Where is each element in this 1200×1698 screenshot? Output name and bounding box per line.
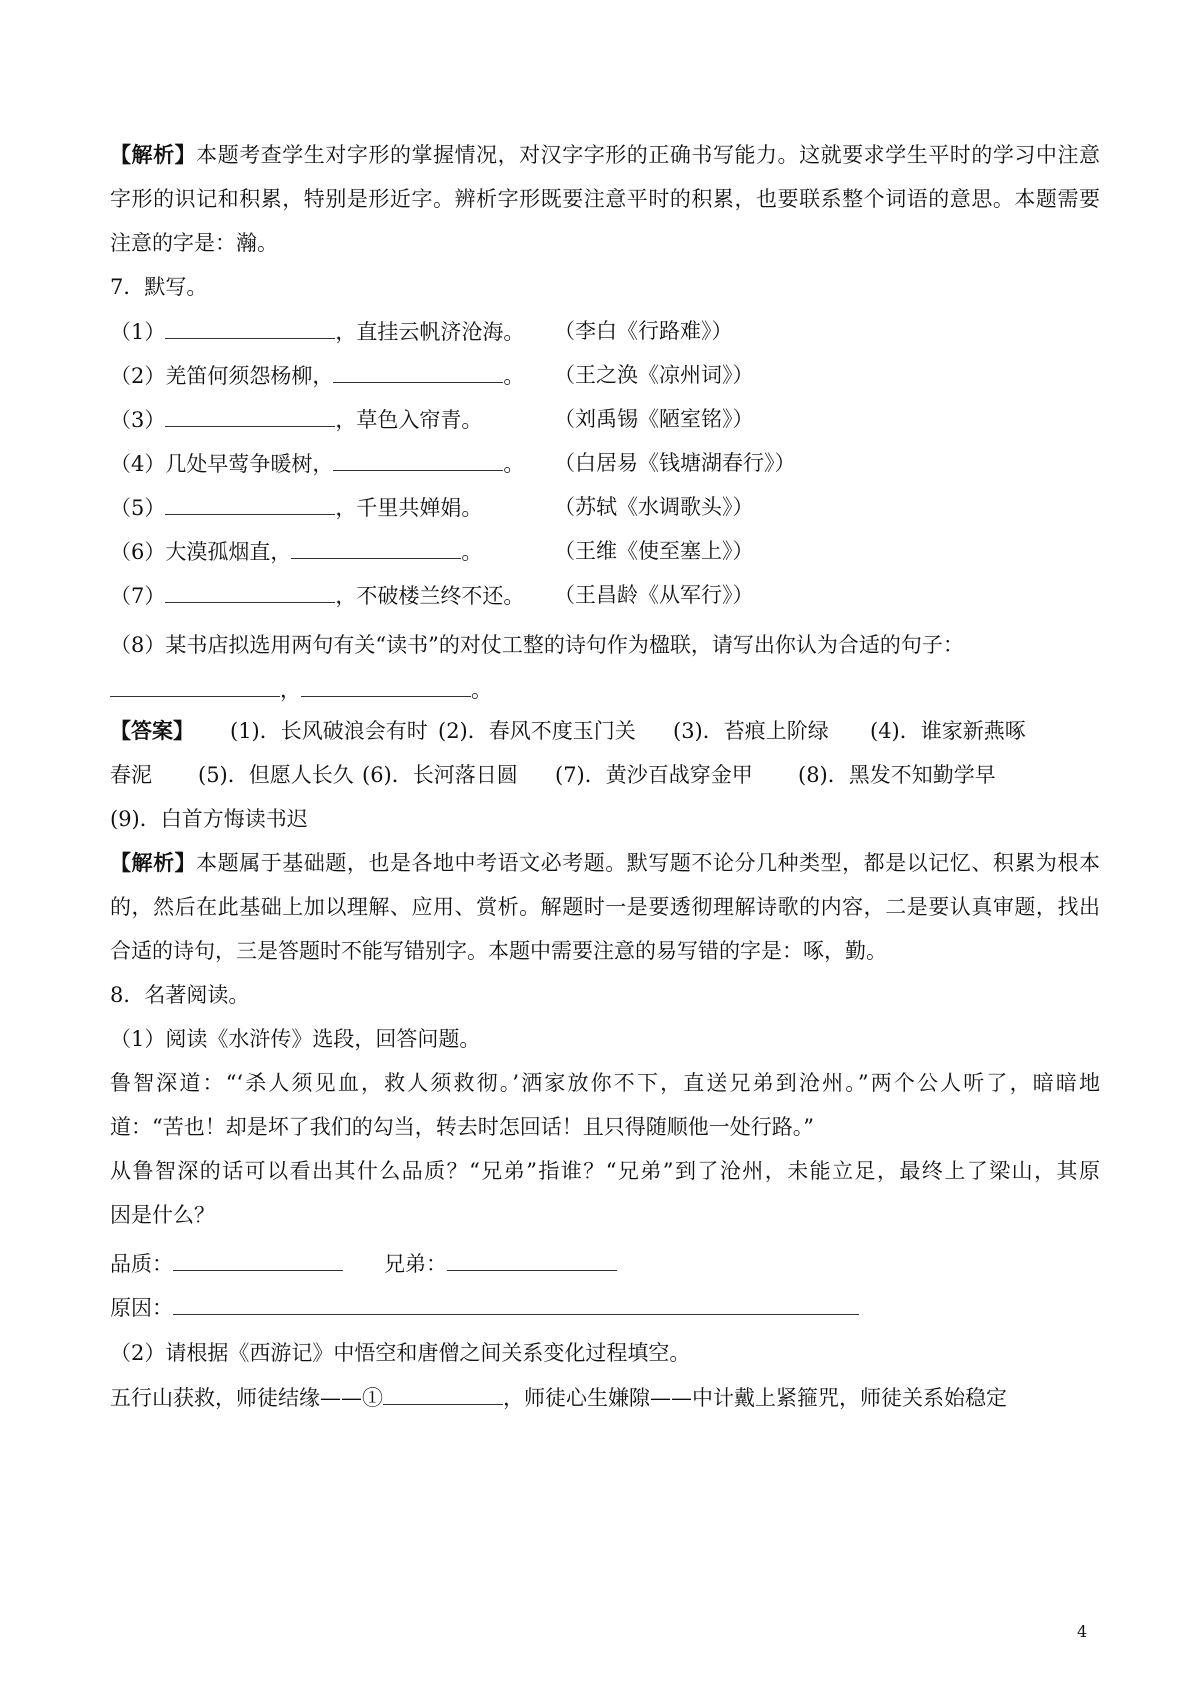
item-number: （6） [110, 540, 166, 564]
fill-pre: 五行山获救，师徒结缘——① [110, 1386, 383, 1410]
page-number: 4 [1077, 1622, 1088, 1641]
dictation-item [110, 448, 1100, 479]
dictation-item [110, 536, 1100, 567]
fill-line [110, 1382, 1100, 1413]
item-source: （白居易《钱塘湖春行》） [554, 451, 796, 475]
analysis-line [110, 140, 1100, 170]
answer-tag: 【答案】 [110, 718, 194, 743]
item-number: （3） [110, 408, 166, 432]
analysis-tag: 【解析】 [110, 850, 197, 875]
dictation-item [110, 492, 1100, 523]
item-post: 。 [503, 364, 525, 388]
item-number: （5） [110, 496, 166, 520]
answer-item: (6)．长河落日圆 [362, 763, 518, 787]
question-line: 从鲁智深的话可以看出其什么品质？“兄弟”指谁？“兄弟”到了沧州，未能立足，最终上了梁山，其原 [110, 1159, 1100, 1183]
period: 。 [471, 678, 492, 702]
item-pre: 羌笛何须怨杨柳， [165, 364, 334, 388]
fill-post: ，师徒心生嫌隙——中计戴上紧箍咒，师徒关系始稳定 [503, 1386, 1007, 1410]
question-title: 8．名著阅读。 [110, 983, 250, 1007]
analysis-line: 字形的识记和积累，特别是形近字。辨析字形既要注意平时的积累，也要联系整个词语的意思。本题需要 [110, 187, 1100, 211]
dictation-item-8-blanks [110, 674, 1100, 705]
dictation-item [110, 580, 1100, 611]
item-pre: 大漠孤烟直， [165, 540, 292, 564]
answer-item: (7)．黄沙百战穿金甲 [555, 763, 753, 787]
fill-line [110, 1292, 1100, 1323]
analysis-line: 的，然后在此基础上加以理解、应用、赏析。解题时一是要透彻理解诗歌的内容，二是要认真审题，找出 [110, 895, 1100, 919]
sub-question: （2）请根据《西游记》中悟空和唐僧之间关系变化过程填空。 [110, 1341, 691, 1365]
answer-item: (2)．春风不度玉门关 [438, 719, 636, 743]
answer-blank[interactable] [291, 536, 461, 559]
dictation-item-8: （8）某书店拟选用两句有关“读书”的对仗工整的诗句作为楹联，请写出你认为合适的句子： [110, 633, 964, 657]
fill-line [110, 1248, 1100, 1279]
analysis-text: 本题属于基础题，也是各地中考语文必考题。默写题不论分几种类型，都是以记忆、积累为根本 [196, 851, 1101, 875]
answer-item: (8)．黑发不知勤学早 [798, 763, 996, 787]
quality-blank[interactable] [173, 1248, 343, 1271]
item-number: （1） [110, 320, 166, 344]
item-source: （李白《行路难》） [554, 319, 733, 343]
item-post: ，直挂云帆济沧海。 [335, 320, 525, 344]
question-line: 因是什么？ [110, 1203, 215, 1227]
item-source: （苏轼《水调歌头》） [554, 495, 754, 519]
answer-blank[interactable] [333, 448, 503, 471]
answer-blank[interactable] [301, 674, 471, 697]
item-post: ，不破楼兰终不还。 [335, 584, 525, 608]
comma: ， [280, 678, 301, 702]
passage-line: 鲁智深道：“‘杀人须见血，救人须救彻。’洒家放你不下，直送兄弟到沧州。”两个公人听了，暗暗地 [110, 1071, 1100, 1095]
analysis-line: 注意的字是：瀚。 [110, 231, 278, 255]
answer-blank[interactable] [165, 404, 335, 427]
fill-blank-1[interactable] [383, 1382, 503, 1405]
reason-label: 原因： [110, 1296, 173, 1320]
passage-line: 道：“苦也！却是坏了我们的勾当，转去时怎回话！且只得随顺他一处行路。” [110, 1115, 814, 1139]
item-source: （刘禹锡《陋室铭》） [554, 407, 754, 431]
brother-label: 兄弟： [384, 1252, 447, 1276]
item-post: 。 [503, 452, 525, 476]
answer-line: (9)．白首方悔读书迟 [110, 807, 308, 831]
analysis-line [110, 848, 1100, 878]
answer-blank[interactable] [165, 580, 335, 603]
analysis-tag: 【解析】 [110, 142, 197, 167]
answer-item: (3)．苔痕上阶绿 [673, 719, 829, 743]
dictation-item [110, 316, 1100, 347]
item-source: （王维《使至塞上》） [554, 539, 754, 563]
answer-blank[interactable] [110, 674, 280, 697]
brother-blank[interactable] [447, 1248, 617, 1271]
item-post: ，千里共婵娟。 [335, 496, 483, 520]
answer-line [110, 716, 1100, 746]
answer-item: (1)．长风破浪会有时 [230, 719, 428, 743]
item-number: （7） [110, 584, 166, 608]
question-title: 7．默写。 [110, 275, 208, 299]
item-source: （王之涣《凉州词》） [554, 363, 754, 387]
answer-item: (4)．谁家新燕啄 [870, 719, 1026, 743]
dictation-item [110, 404, 1100, 435]
reason-blank[interactable] [173, 1292, 859, 1315]
answer-blank[interactable] [165, 492, 335, 515]
sub-question: （1）阅读《水浒传》选段，回答问题。 [110, 1027, 481, 1051]
analysis-text: 本题考查学生对字形的掌握情况，对汉字字形的正确书写能力。这就要求学生平时的学习中注意 [196, 143, 1101, 167]
answer-item: (5)．但愿人长久 [198, 763, 354, 787]
item-post: ，草色入帘青。 [335, 408, 483, 432]
item-pre: 几处早莺争暖树， [165, 452, 334, 476]
item-post: 。 [461, 540, 483, 564]
item-number: （4） [110, 452, 166, 476]
dictation-item [110, 360, 1100, 391]
item-source: （王昌龄《从军行》） [554, 583, 754, 607]
item-number: （2） [110, 364, 166, 388]
analysis-line: 合适的诗句，三是答题时不能写错别字。本题中需要注意的易写错的字是：啄，勤。 [110, 939, 887, 963]
answer-blank[interactable] [165, 316, 335, 339]
answer-item: 春泥 [110, 763, 152, 787]
quality-label: 品质： [110, 1252, 173, 1276]
answer-blank[interactable] [333, 360, 503, 383]
